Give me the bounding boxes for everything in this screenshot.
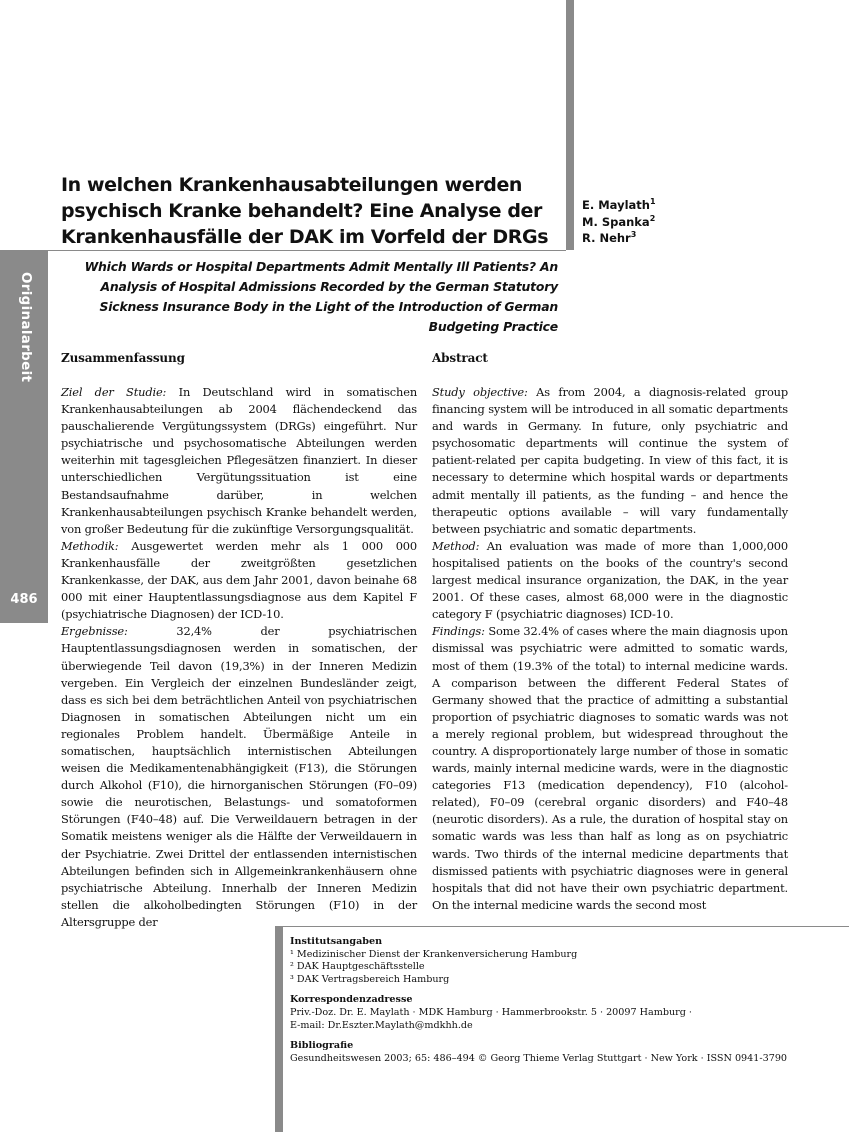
info-box-side-bar [275, 926, 283, 1132]
author-list [582, 197, 656, 247]
info-box-top-line [275, 926, 849, 927]
institut-block [290, 936, 830, 986]
title-divider-line [0, 250, 566, 251]
bibliografie-line: Gesundheitswesen 2003; 65: 486–494 © Georg Thieme Verlag Stuttgart · New York · ISSN 0941-3790 [290, 1052, 788, 1064]
info-box [290, 936, 830, 1073]
bibliografie-heading: Bibliografie [290, 1040, 354, 1052]
abstract-heading: Abstract [432, 351, 488, 365]
section-label: Originalarbeit [18, 272, 34, 383]
korrespondenz-block [290, 994, 830, 1032]
author: R. Nehr$^3$ [582, 230, 637, 245]
author: M. Spanka$^2$ [582, 213, 656, 229]
institut-line: ³ DAK Vertragsbereich Hamburg [290, 973, 450, 985]
bibliografie-block [290, 1040, 830, 1065]
abstract-column [432, 350, 788, 914]
paragraph-findings: Findings: Some 32.4% of cases where the main diagnosis upon dismissal was psychiatric were admitted to somatic wards, most of them (19.3% of the total) to internal medicine wards. A comparison between the different Federal States of Germany showed that the practice of admitting a substantial proportion of psychiatric diagnoses to somatic wards was not a merely regional problem, but widespread throughout the country. A disproportionately large number of those in somatic wards, mainly internal medicine wards, were in the diagnostic categories F13 (medication dependency), F10 (alcohol-related), F0–09 (cerebral organic disorders) and F40–48 (neurotic disorders). As a rule, the duration of hospital stay on somatic wards was less than half as long as on psychiatric wards. Two thirds of the internal medicine departments that dismissed patients with psychiatric diagnoses were in general hospitals that did not have their own psychiatric department. On the internal medicine wards the second most [432, 624, 788, 912]
institut-line: ² DAK Hauptgeschäftsstelle [290, 961, 425, 973]
author: E. Maylath$^1$ [582, 197, 656, 212]
paragraph-method: Method: An evaluation was made of more than 1,000,000 hospitalised patients on the books of the country's second largest medical insurance organization, the DAK, in the year 2001. Of these cases, almost 68,000 were in the diagnostic category F (psychiatric diagnoses) ICD-10. [432, 538, 788, 622]
paragraph-ergebnisse: Ergebnisse: 32,4% der psychiatrischen Hauptentlassungsdiagnosen werden in somatischen, der überwiegende Teil davon (19,3%) in der Inneren Medizin vergeben. Ein Vergleich der einzelnen Bundesländer zeigt, dass es sich bei dem beträchtlichen Anteil von psychiatrischen Diagnosen in somatischen Abteilungen nicht um ein regionales Problem handelt. Übermäßige Anteile in somatischen, hauptsächlich internistischen Abteilungen weisen die Medikamentenabhängigkeit (F13), die Störungen durch Alkohol (F10), die hirnorganischen Störungen (F0–09) sowie die neurotischen, Belastungs- und somatoformen Störungen (F40–48) auf. Die Verweildauern betragen in der Somatik meistens weniger als die Hälfte der Verweildauern in der Psychiatrie. Zwei Drittel der entlassenden internistischen Abteilungen befinden sich in Allgemeinkrankenhäusern ohne psychiatrische Abteilung. Innerhalb der Inneren Medizin stellen die alkoholbedingten Störungen (F10) in der Altersgruppe der [61, 624, 417, 929]
zusammenfassung-heading: Zusammenfassung [61, 351, 185, 365]
institut-heading: Institutsangaben [290, 936, 383, 947]
top-vertical-bar [566, 0, 574, 250]
paragraph-methodik: Methodik: Ausgewertet werden mehr als 1 000 000 Krankenhausfälle der zweitgrößten gesetzlichen Krankenkasse, der DAK, aus dem Jahr 2001, davon beinahe 68 000 mit einer Hauptentlassungsdiagnose aus dem Kapitel F (psychiatrische Diagnosen) der ICD-10. [61, 538, 417, 622]
zusammenfassung-column [61, 350, 417, 931]
page-number: 486 [10, 592, 38, 607]
english-title: Which Wards or Hospital Departments Admit Mentally Ill Patients? An Analysis of Hospital Admissions Recorded by the German Statutory Sickness Insurance Body in the Light of the Introduction of German Budgeting Practice [84, 259, 558, 334]
paragraph-objective: Study objective: As from 2004, a diagnosis-related group financing system will be introduced in all somatic departments and wards in Germany. In future, only psychiatric and psychosomatic departments will continue the system of patient-related per capita budgeting. In view of this fact, it is necessary to determine which hospital wards or departments admit mentally ill patients, as the funding – and hence the therapeutic options available – will vary fundamentally between psychiatric and somatic departments. [432, 385, 788, 536]
korrespondenz-line: E-mail: Dr.Eszter.Maylath@mdkhh.de [290, 1019, 473, 1031]
korrespondenz-line: Priv.-Doz. Dr. E. Maylath · MDK Hamburg · Hammerbrookstr. 5 · 20097 Hamburg · [290, 1006, 692, 1018]
korrespondenz-heading: Korrespondenzadresse [290, 994, 413, 1006]
german-title: In welchen Krankenhausabteilungen werden psychisch Kranke behandelt? Eine Analyse der Krankenhausfälle der DAK im Vorfeld der DRGs [61, 174, 549, 248]
paragraph-ziel: Ziel der Studie: In Deutschland wird in somatischen Krankenhausabteilungen ab 2004 flächendeckend das pauschalierende Vergütungssystem (DRGs) eingeführt. Nur psychiatrische und psychosomatische Abteilungen werden weiterhin mit tagesgleichen Pflegesätzen finanziert. In dieser unterschiedlichen Vergütungssituation ist eine Bestandsaufnahme darüber, in welchen Krankenhausabteilungen psychisch Kranke behandelt werden, von großer Bedeutung für die zukünftige Versorgungsqualität. [61, 385, 417, 536]
institut-line: ¹ Medizinischer Dienst der Krankenversicherung Hamburg [290, 948, 578, 960]
